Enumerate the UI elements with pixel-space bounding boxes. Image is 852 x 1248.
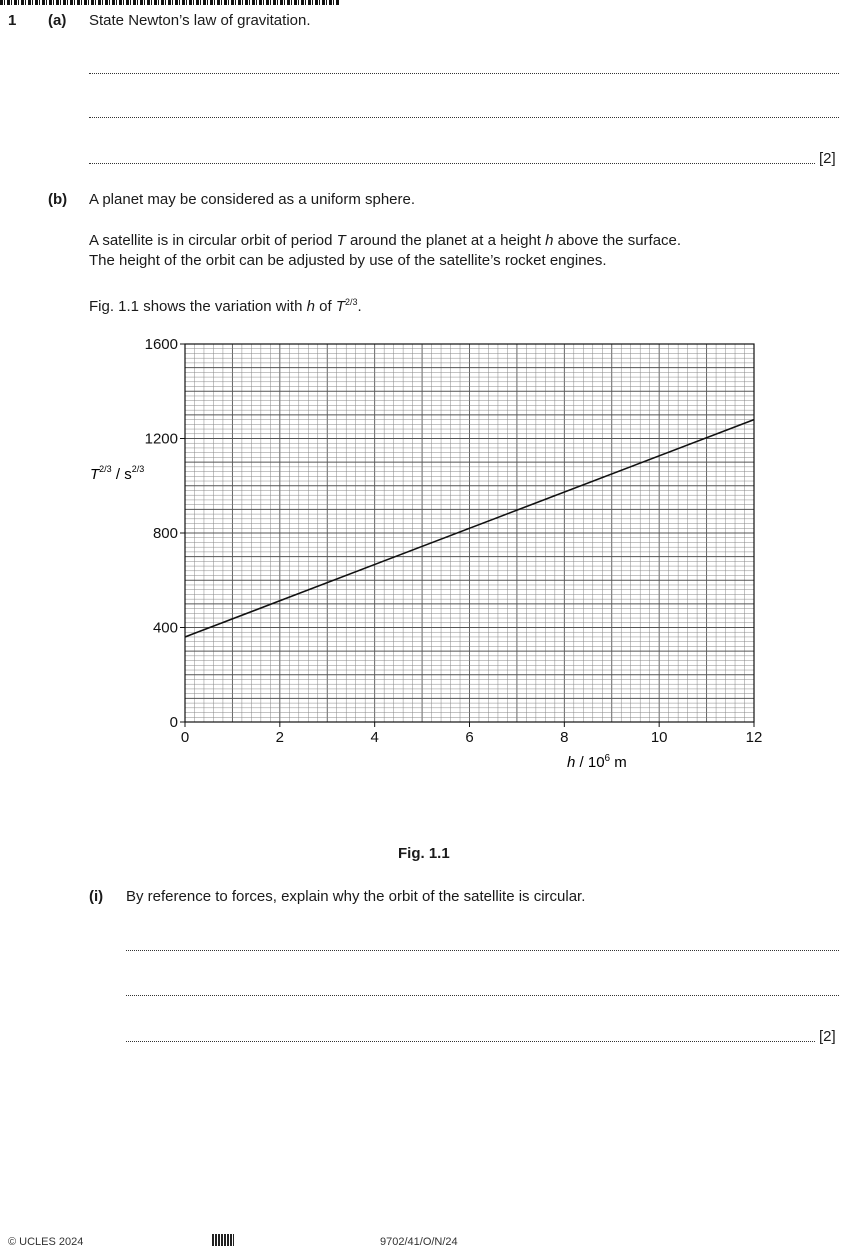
part-a-marks: [2] <box>819 150 836 167</box>
y-label-unit: / s <box>111 465 132 483</box>
x-tick-label: 0 <box>180 729 190 746</box>
para-text: around the planet at a height <box>345 232 546 249</box>
x-tick-label: 6 <box>465 729 474 746</box>
footer-paper-code: 9702/41/O/N/24 <box>380 1236 458 1248</box>
footer-copyright: © UCLES 2024 <box>8 1236 84 1248</box>
fig-reference <box>89 292 362 317</box>
part-i-marks: [2] <box>819 1028 836 1045</box>
x-label-unit: / 10 <box>575 754 605 771</box>
x-axis-label <box>567 753 627 771</box>
var-T: T <box>336 232 346 249</box>
part-i-label: (i) <box>89 888 104 905</box>
para-text: Fig. 1.1 shows the variation with <box>89 298 307 315</box>
graph-fig-1-1 <box>0 330 852 790</box>
part-a-text: State Newton’s law of gravitation. <box>89 12 311 29</box>
x-label-exp: 6 <box>604 753 611 764</box>
answer-line[interactable] <box>89 162 815 164</box>
x-tick-label: 10 <box>650 729 668 746</box>
exponent: 2/3 <box>344 297 358 307</box>
header-barcode <box>0 0 340 5</box>
y-label-unit-exp: 2/3 <box>131 463 145 474</box>
y-label-exp: 2/3 <box>99 463 112 474</box>
part-b-text1: A planet may be considered as a uniform sphere. <box>89 191 416 208</box>
footer-qr-code <box>212 1234 234 1246</box>
var-h: h <box>306 298 315 315</box>
x-tick-label: 2 <box>275 729 285 746</box>
y-tick-label: 0 <box>169 714 178 731</box>
y-label-var: T <box>90 465 100 483</box>
answer-line[interactable] <box>126 1040 815 1042</box>
para-text: of <box>314 298 336 315</box>
axis-ticks <box>145 336 763 746</box>
answer-line[interactable] <box>89 116 839 118</box>
question-number: 1 <box>8 12 17 29</box>
x-tick-label: 12 <box>745 729 763 746</box>
y-tick-label: 1600 <box>144 336 178 353</box>
var-h: h <box>545 232 554 249</box>
var-T: T <box>335 298 345 315</box>
y-tick-label: 400 <box>152 619 178 637</box>
part-b-label: (b) <box>48 191 68 208</box>
para-text: The height of the orbit can be adjusted by use of the satellite’s rocket engines. <box>89 252 607 269</box>
x-tick-label: 4 <box>370 729 379 746</box>
x-label-unit-suffix: m <box>610 754 627 771</box>
answer-line[interactable] <box>126 949 839 951</box>
para-text: above the surface. <box>553 232 682 249</box>
y-tick-label: 800 <box>152 525 178 542</box>
figure-caption: Fig. 1.1 <box>398 845 450 862</box>
part-a-label: (a) <box>48 12 67 29</box>
answer-line[interactable] <box>126 994 839 996</box>
para-text: . <box>357 298 362 315</box>
x-label-var: h <box>567 754 576 771</box>
grid-lines <box>185 344 754 722</box>
y-tick-label: 1200 <box>144 430 178 448</box>
x-tick-label: 8 <box>560 729 569 746</box>
para-text: A satellite is in circular orbit of period <box>89 232 337 249</box>
y-axis-label <box>90 464 144 483</box>
part-b-paragraph <box>89 231 681 271</box>
part-i-text: By reference to forces, explain why the orbit of the satellite is circular. <box>126 888 586 905</box>
answer-line[interactable] <box>89 72 839 74</box>
